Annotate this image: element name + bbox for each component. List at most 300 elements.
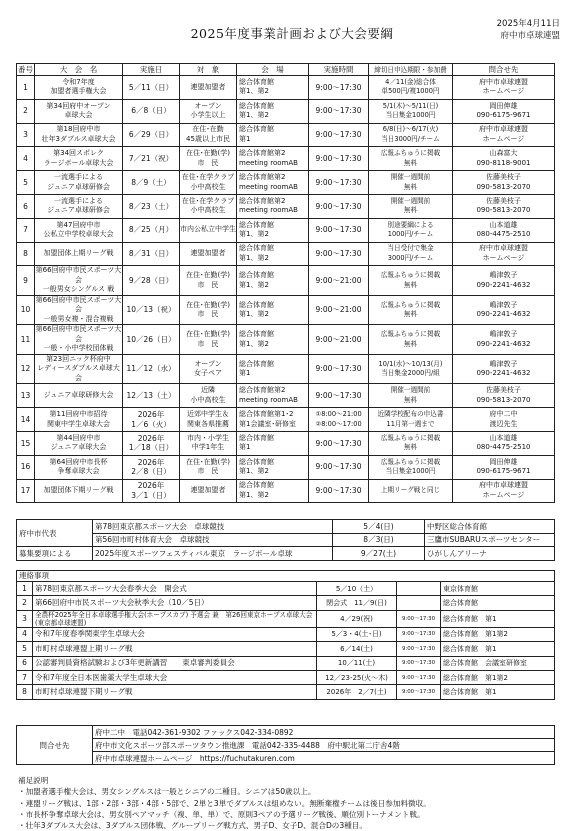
contact-line: 府中市文化スポーツ部スポーツタウン推進課 電話042-335-4488 府中駅北第二庁舎4階 [93, 739, 555, 752]
notice-row [17, 642, 555, 656]
event-venue: 第1、第2 [239, 339, 269, 348]
event-fee-cell [369, 123, 453, 147]
event-contact-cell [453, 123, 555, 147]
event-contact: 佐藤美枝子 [486, 173, 521, 182]
event-contact: 080-4475-2510 [476, 443, 531, 452]
event-contact: 090-2241-4632 [476, 280, 531, 289]
event-target: オープン [194, 359, 222, 368]
supplementary-line: ・加盟者選手権大会は、男女シングルスは一般とシニアの二種目。シニアは50歳以上。 [18, 787, 316, 797]
event-name-cell [35, 384, 123, 408]
event-number: 16 [17, 455, 35, 479]
event-venue-cell [237, 455, 309, 479]
event-fee-cell [369, 408, 453, 432]
event-contact-cell [453, 455, 555, 479]
event-fee: 広報ふちゅうに掲載 [380, 271, 441, 280]
representative-venue: 中野区総合体育館 [425, 520, 555, 534]
event-target: 在住･在勤(学) [186, 330, 230, 339]
event-row [17, 171, 555, 195]
event-fee: 広報ふちゅうに掲載 [380, 330, 441, 339]
event-venue: 総合体育館第2 [239, 196, 286, 205]
event-fee: 開催一週間前 [390, 173, 431, 182]
representative-row [17, 533, 555, 547]
notice-time: 9:00～17:30 [397, 656, 441, 670]
event-fee: 無料 [403, 182, 418, 191]
notice-date: 5／10（土） [317, 582, 397, 596]
event-venue: 総合体育館 [239, 125, 274, 134]
event-venue: 総合体育館 [239, 271, 274, 280]
event-fee: 広報ふちゅうに掲載 [380, 457, 441, 466]
event-contact-cell [453, 479, 555, 503]
event-date-cell [123, 455, 180, 479]
event-fee: 10/1(水)～10/13(月) [378, 359, 443, 368]
event-time: 9:00～17:30 [309, 455, 369, 479]
event-target-cell [180, 295, 237, 325]
event-contact: ホームページ [482, 253, 525, 262]
event-target: 在住･在勤(学) [186, 271, 230, 280]
notice-date: 6／14(土) [317, 642, 397, 656]
event-venue: 総合体育館 [239, 457, 274, 466]
event-number: 8 [17, 242, 35, 266]
event-name-cell [35, 295, 123, 325]
event-row [17, 408, 555, 432]
event-target-cell [180, 408, 237, 432]
event-fee: 開催一週間前 [390, 196, 431, 205]
event-name: 一流選手による [54, 173, 103, 182]
event-date: 10／26（日） [126, 334, 176, 344]
event-date-cell [123, 384, 180, 408]
event-date-cell [123, 242, 180, 266]
event-number: 15 [17, 431, 35, 455]
event-contact: ホームページ [482, 490, 525, 499]
supplementary-line: ・連盟リーグ戦は、1部・2部・3部・4部・5部で、2単と3単でダブルスは組めない。無断棄権チームは後日参加料徴収。 [18, 798, 431, 808]
notice-venue: 総合体育館 会議室研修室 [441, 656, 555, 670]
notice-time: 9:00～17:30 [397, 642, 441, 656]
event-time: 9:00～21:00 [309, 266, 369, 296]
event-venue-cell [237, 431, 309, 455]
event-row [17, 384, 555, 408]
notice-number: 7 [17, 670, 33, 684]
notices-label-row [17, 571, 555, 582]
event-contact: 嶋津敦子 [489, 271, 518, 280]
event-contact-cell [453, 242, 555, 266]
event-fee: 当日集金1000円 [385, 467, 436, 476]
event-venue: 総合体育館 [239, 77, 274, 86]
event-venue: 第1会議室･研修室 [239, 419, 296, 428]
event-contact: 090-2241-4632 [476, 339, 531, 348]
event-venue: 第1、第2 [239, 310, 269, 319]
event-name: 一般・小中学校団体戦 [43, 344, 114, 353]
event-date-cell [123, 325, 180, 355]
event-target: オープン [194, 101, 222, 110]
event-venue: 第1 [239, 369, 251, 378]
event-number: 13 [17, 384, 35, 408]
event-contact-cell [453, 408, 555, 432]
column-header: 締切日申込期限・参加費 [369, 64, 453, 76]
event-name: 第64回府中市長杯 [49, 457, 108, 466]
event-row [17, 194, 555, 218]
notice-row [17, 610, 555, 627]
event-target-cell [180, 455, 237, 479]
event-name: 第44回府中市 [56, 433, 101, 442]
event-target-cell [180, 76, 237, 100]
event-fee: 無料 [403, 158, 418, 167]
event-time: 9:00～17:30 [309, 384, 369, 408]
event-venue-cell [237, 384, 309, 408]
event-date: 1／6（火） [131, 419, 171, 429]
event-target-cell [180, 147, 237, 171]
event-name: 公私立中学校卓球大会 [43, 230, 114, 239]
notice-venue: 東京体育館 [441, 582, 555, 596]
event-name: 第66回府中市民スポーツ大会 [35, 325, 122, 343]
notice-number: 2 [17, 596, 33, 610]
event-target-cell [180, 194, 237, 218]
event-contact: 090-5813-2070 [476, 395, 531, 404]
event-contact: 山本道雄 [489, 433, 518, 442]
event-target: 連盟加盟者 [190, 249, 226, 258]
event-target: 市 民 [197, 467, 219, 476]
event-name: 第18回府中市 [56, 125, 101, 134]
event-contact-cell [453, 194, 555, 218]
event-fee: 4／11(金)総合体 [385, 77, 436, 86]
event-target-cell [180, 242, 237, 266]
event-fee-cell [369, 455, 453, 479]
event-venue-cell [237, 76, 309, 100]
event-venue: meeting roomAB [239, 206, 298, 215]
event-target-cell [180, 384, 237, 408]
event-name: 関東中学生卓球大会 [47, 419, 110, 428]
event-target: 小中高校生 [190, 206, 226, 215]
event-fee: 11月第一週まで [386, 419, 435, 428]
event-venue: 総合体育館 [239, 359, 274, 368]
notice-date: 10／11(土) [317, 656, 397, 670]
notice-time [397, 596, 441, 610]
event-fee: 当日3000円/チーム [381, 134, 440, 143]
column-header: 番号 [18, 64, 33, 74]
notice-time: 9:00～17:30 [397, 685, 441, 699]
event-target: 市 民 [197, 158, 219, 167]
notice-name: 市町村卓球連盟下期リーグ戦 [33, 685, 317, 699]
event-date: 2026年 [137, 457, 165, 467]
event-date: 9／28（日） [128, 275, 174, 285]
event-contact: 岡田伸雄 [489, 457, 518, 466]
event-target: 小中高校生 [190, 395, 226, 404]
notices-label: 連絡事項 [17, 571, 555, 582]
notice-number: 5 [17, 642, 33, 656]
event-row [17, 479, 555, 503]
notice-row [17, 670, 555, 684]
notice-name: 市町村卓球連盟上期リーグ戦 [33, 642, 317, 656]
event-contact: 府中市卓球連盟 [479, 481, 528, 490]
notice-time: 9:00～17:30 [397, 610, 441, 627]
notice-number: 1 [17, 582, 33, 596]
event-date: 12／13（土） [126, 391, 176, 401]
event-date: 8／31（日） [128, 249, 174, 259]
event-number: 7 [17, 218, 35, 242]
event-name-cell [35, 147, 123, 171]
representative-event: 第78回東京都スポーツ大会 卓球競技 [93, 520, 333, 534]
event-number: 3 [17, 123, 35, 147]
event-fee-cell [369, 266, 453, 296]
event-target-cell [180, 354, 237, 384]
event-row [17, 325, 555, 355]
event-contact: 嶋津敦子 [489, 330, 518, 339]
event-fee: 無料 [403, 443, 418, 452]
notice-number: 4 [17, 627, 33, 641]
issuing-org: 府中市卓球連盟 [500, 31, 560, 41]
event-contact: 府中市卓球連盟 [479, 125, 528, 134]
event-venue: 第1、第2 [239, 230, 269, 239]
event-name: 一般男女複・混合複戦 [43, 314, 114, 323]
event-target-cell [180, 123, 237, 147]
notices-table [16, 570, 555, 700]
event-venue: 総合体育館第2 [239, 173, 286, 182]
event-name: ジュニア卓球研修会 [47, 206, 110, 215]
event-name-cell [35, 325, 123, 355]
event-time: 9:00～17:30 [309, 171, 369, 195]
event-contact-cell [453, 218, 555, 242]
event-venue-cell [237, 354, 309, 384]
event-time: 9:00～17:30 [309, 76, 369, 100]
event-venue: 第1、第2 [239, 467, 269, 476]
event-target: 女子ペア [194, 369, 222, 378]
event-row [17, 295, 555, 325]
event-date-cell [123, 123, 180, 147]
event-date-cell [123, 431, 180, 455]
event-contact: 山本道雄 [489, 220, 518, 229]
event-date-cell [123, 76, 180, 100]
event-contact-cell [453, 354, 555, 384]
event-name: 令和7年度 [62, 77, 95, 86]
event-venue-cell [237, 171, 309, 195]
event-row [17, 76, 555, 100]
event-date-cell [123, 295, 180, 325]
event-target: 小中高校生 [190, 182, 226, 191]
event-row [17, 242, 555, 266]
event-fee: 当日受付で集金 [387, 244, 434, 253]
event-venue-cell [237, 123, 309, 147]
event-time: 9:00～17:30 [309, 99, 369, 123]
event-name-cell [35, 99, 123, 123]
event-venue: 第1、第2 [239, 87, 269, 96]
event-name-cell [35, 455, 123, 479]
event-contact-cell [453, 147, 555, 171]
event-date: 10／13（祝） [126, 305, 176, 315]
event-name-cell [35, 266, 123, 296]
event-venue: meeting roomAB [239, 158, 298, 167]
notice-venue: 総合体育館 第1 [441, 685, 555, 699]
event-contact: ホームページ [482, 134, 525, 143]
notice-name: 全農杯2025年全日本卓球選手権大会(ホープスカブ) 予選会 兼 第26回東京ホープス卓球大会(東京都卓球連盟) [33, 610, 317, 627]
event-fee: 単500円/複1000円 [381, 87, 440, 96]
events-header-row [17, 64, 555, 76]
event-date: 6／8（日） [131, 106, 171, 116]
event-date-cell [123, 218, 180, 242]
event-name: ラージボール卓球大会 [43, 158, 114, 167]
contact-line: 府中二中 電話042-361-9302 ファックス042-334-0892 [93, 726, 555, 739]
notice-date: 5／3・4(土･日) [317, 627, 397, 641]
event-name: 壮年3ダブルス卓球大会 [41, 134, 116, 143]
representative-event: 第56回市町村体育大会 卓球競技 [93, 533, 333, 547]
event-number: 12 [17, 354, 35, 384]
event-venue: 第1、第2 [239, 280, 269, 289]
event-venue-cell [237, 266, 309, 296]
contact-row [17, 752, 555, 765]
event-date-cell [123, 479, 180, 503]
event-venue: 総合体育館 [239, 220, 274, 229]
supplementary-title: 補足説明 [18, 776, 49, 785]
event-contact: 080-4475-2510 [476, 230, 531, 239]
event-number: 2 [17, 99, 35, 123]
event-fee: 無料 [403, 310, 418, 319]
column-header: 実施日 [123, 64, 180, 76]
event-venue-cell [237, 295, 309, 325]
notice-number: 6 [17, 656, 33, 670]
event-time: 9:00～17:30 [309, 354, 369, 384]
event-date: 8／25（月） [128, 225, 174, 235]
event-contact-cell [453, 99, 555, 123]
event-contact: 090-5813-2070 [476, 182, 531, 191]
event-target-cell [180, 266, 237, 296]
event-venue: 総合体育館 [239, 244, 274, 253]
event-date: 8／23（土） [128, 201, 174, 211]
event-time: 9:00～17:30 [309, 218, 369, 242]
event-contact: 佐藤美枝子 [486, 196, 521, 205]
event-contact: 090-8118-9001 [476, 158, 531, 167]
event-name-cell [35, 354, 123, 384]
event-name: 第66回府中市民スポーツ大会 [35, 266, 122, 284]
event-time: 9:00～17:30 [309, 431, 369, 455]
event-fee-cell [369, 431, 453, 455]
representative-date: 5／4(日) [333, 520, 425, 534]
event-venue: 第1、第2 [239, 111, 269, 120]
supplementary-notes [18, 775, 558, 831]
event-name: レディースダブルス卓球大会 [37, 364, 120, 382]
event-contact: 府中市卓球連盟 [479, 244, 528, 253]
representatives-table [16, 519, 555, 561]
event-number: 6 [17, 194, 35, 218]
event-venue: 第1、第2 [239, 490, 269, 499]
event-name: 第11回府中市招待 [49, 410, 108, 419]
notice-name: 令和7年度春季関東学生卓球大会 [33, 627, 317, 641]
event-venue: meeting roomAB [239, 182, 298, 191]
event-target-cell [180, 479, 237, 503]
representative-date: 9／27(土) [333, 547, 425, 561]
event-date: 7／21（祝） [128, 154, 174, 164]
event-name-cell [35, 123, 123, 147]
event-time: 9:00～21:00 [309, 325, 369, 355]
event-target-cell [180, 218, 237, 242]
event-name: 第23回ニック杯府中 [46, 354, 111, 363]
event-fee-cell [369, 194, 453, 218]
notice-time: 9:00～17:30 [397, 670, 441, 684]
event-date: 2026年 [137, 481, 165, 491]
notice-venue: 総合体育館 [441, 596, 555, 610]
event-contact-cell [453, 171, 555, 195]
event-fee-cell [369, 242, 453, 266]
event-number: 1 [17, 76, 35, 100]
event-name: 第47回府中市 [56, 220, 101, 229]
contact-row [17, 726, 555, 739]
document-title: 2025年度事業計画および大会要綱 [190, 26, 394, 41]
event-time: 9:00～17:30 [309, 242, 369, 266]
event-name-cell [35, 218, 123, 242]
event-venue-cell [237, 194, 309, 218]
event-name: 第66回府中市民スポーツ大会 [35, 295, 122, 314]
notice-venue: 総合体育館 第1 [441, 642, 555, 656]
contact-table [16, 725, 555, 765]
event-contact-cell [453, 76, 555, 100]
event-name-cell [35, 479, 123, 503]
notice-row [17, 685, 555, 699]
event-contact-cell [453, 431, 555, 455]
event-row [17, 147, 555, 171]
notice-row [17, 596, 555, 610]
event-target-cell [180, 431, 237, 455]
issue-date: 2025年4月11日 [496, 19, 560, 29]
notice-number: 3 [17, 610, 33, 627]
event-name: 第34回スポレク [53, 149, 104, 158]
event-venue: 総合体育館 [239, 481, 274, 490]
event-time: ①8:00～21:00 ②8:00～17:00 [309, 408, 369, 432]
event-date: 3／1（日） [131, 490, 171, 500]
event-date-cell [123, 171, 180, 195]
event-number: 14 [17, 408, 35, 432]
event-date-cell [123, 354, 180, 384]
representative-label: 府中市代表 [17, 520, 93, 547]
notice-date: 閉会式 11／9(日) [317, 596, 397, 610]
event-venue: 総合体育館 [239, 433, 274, 442]
event-fee-cell [369, 479, 453, 503]
event-contact-cell [453, 266, 555, 296]
event-number: 5 [17, 171, 35, 195]
event-venue: 第1、第2 [239, 253, 269, 262]
representative-venue: ひがしんアリーナ [425, 547, 555, 561]
event-venue: 総合体育館 [239, 330, 274, 339]
event-target: 45歳以上市民 [186, 134, 230, 143]
event-venue: 総合体育館 [239, 300, 274, 309]
representative-row [17, 547, 555, 561]
notice-number: 8 [17, 685, 33, 699]
event-row [17, 123, 555, 147]
event-venue-cell [237, 408, 309, 432]
event-fee: 無料 [403, 339, 418, 348]
event-row [17, 354, 555, 384]
notice-row [17, 627, 555, 641]
event-target: 在住･在学クラブ [181, 196, 235, 205]
event-row [17, 455, 555, 479]
event-venue: 第1 [239, 443, 251, 452]
notice-date: 4／29(祝) [317, 610, 397, 627]
notice-venue: 総合体育館 第1第2 [441, 670, 555, 684]
events-body [17, 76, 555, 503]
event-contact: 山森富大 [489, 149, 518, 158]
notice-name: 令和7年度全日本医歯薬大学生卓球大会 [33, 670, 317, 684]
event-fee: 3000円/チーム [387, 253, 434, 262]
event-fee: 無料 [403, 280, 418, 289]
event-venue-cell [237, 479, 309, 503]
event-date: 1／18（日） [128, 443, 174, 453]
event-fee: 上期リーグ戦と同じ [380, 486, 441, 495]
event-contact: 090-6175-9671 [476, 111, 531, 120]
event-fee: 無料 [403, 206, 418, 215]
event-fee: 1000円/チーム [387, 230, 434, 239]
event-target: 近隣 [201, 386, 215, 395]
event-contact: 渡辺先生 [489, 419, 518, 428]
event-name: 一流選手による [54, 196, 103, 205]
event-target: 市 民 [197, 310, 219, 319]
event-target-cell [180, 99, 237, 123]
notice-row [17, 582, 555, 596]
